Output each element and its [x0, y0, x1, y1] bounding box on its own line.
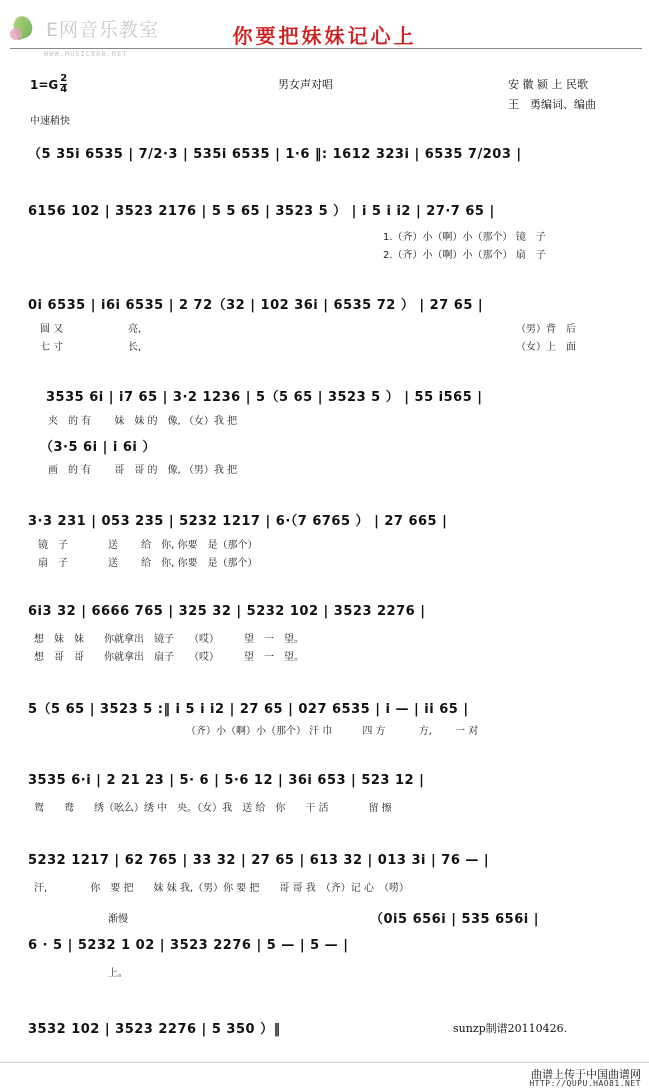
- singing-style: 男女声对唱: [278, 78, 333, 91]
- lyric-line-6-verse-1: 镜 子 送 给 你, 你要 是（那个）: [38, 540, 258, 551]
- song-title: 你要把妹妹记心上: [232, 24, 417, 48]
- time-bottom: 4: [60, 84, 68, 95]
- song-author: 王 勇编词、编曲: [508, 98, 596, 111]
- lyric-line-3c-verse-1: （男）背 后: [516, 324, 576, 335]
- footer-divider: [0, 1062, 649, 1063]
- lyric-line-5: 画 的 有 哥 哥 的 像, （男）我 把: [48, 465, 238, 476]
- lyric-line-7-verse-2: 想 哥 哥 你就拿出 扇子 （哎） 望 一 望。: [34, 652, 304, 663]
- score-line-3: 0i 6535 | i6i 6535 | 2 72（32 | 102 36i | 6535 72 ） | 27 65 |: [28, 298, 484, 313]
- key-label: 1=G: [30, 77, 59, 92]
- watermark-url: WWW.MUSIC888.NET: [44, 50, 128, 58]
- lyric-line-10: 汗, 你 要 把 妹 妹 我,（男）你 要 把 哥 哥 我 （齐）记 心 （唠）: [34, 883, 409, 894]
- tempo-cue-ritardando: 渐慢: [108, 914, 128, 925]
- score-line-7: 6i3 32 | 6666 765 | 325 32 | 5232 102 | 3523 2276 |: [28, 604, 426, 619]
- score-line-9: 3535 6·i | 2 21 23 | 5· 6 | 5·6 12 | 36i 653 | 523 12 |: [28, 773, 425, 788]
- lyric-line-9: 鸳 鸯 绣（吆么）绣 中 央。（女）我 送 给 你 干 活 留 擦: [34, 803, 392, 814]
- lyric-line-2-verse-1: 1.（齐）小（啊）小（那个） 镜 子: [383, 232, 546, 243]
- footer-site-text: 曲谱上传于中国曲谱网: [531, 1068, 641, 1081]
- lyric-line-3a-verse-2: 七 寸: [40, 342, 64, 353]
- tempo-marking: 中速稍快: [30, 116, 70, 127]
- score-line-5: （3·5 6i | i 6i ）: [40, 440, 156, 455]
- lyric-line-11: 上。: [108, 968, 128, 979]
- score-line-2: 6156 102 | 3523 2176 | 5 5 65 | 3523 5 ） | i 5 i i2 | 27·7 65 |: [28, 204, 495, 219]
- score-line-11: 6 · 5 | 5232 1 02 | 3523 2276 | 5 — | 5 — |: [28, 938, 349, 953]
- transcriber-credit: sunzp制谱20110426.: [453, 1022, 568, 1035]
- header-divider: [10, 48, 642, 49]
- score-line-12: 3532 102 | 3523 2276 | 5 350 ）‖: [28, 1022, 281, 1037]
- key-signature: [30, 74, 67, 95]
- score-line-10: 5232 1217 | 62 765 | 33 32 | 27 65 | 613 32 | 013 3i | 76 — |: [28, 853, 490, 868]
- time-signature: [60, 74, 67, 95]
- score-line-8: 5（5 65 | 3523 5 :‖ i 5 i i2 | 27 65 | 027 6535 | i — | ii 65 |: [28, 702, 469, 717]
- lyric-line-3c-verse-2: （女）上 面: [516, 342, 576, 353]
- watermark-brand: E网音乐教室: [46, 18, 160, 41]
- lyric-line-6-verse-2: 扇 子 送 给 你, 你要 是（那个）: [38, 558, 258, 569]
- lyric-line-3b-verse-2: 长,: [128, 342, 142, 353]
- footer-site-url[interactable]: HTTP://QUPU.HAO81.NET: [529, 1079, 641, 1088]
- lyric-line-4: 夹 的 有 妹 妹 的 像, （女）我 把: [48, 416, 238, 427]
- lyric-line-8: （齐）小（啊）小（那个） 汗 巾 四 方 方, 一 对: [186, 726, 479, 737]
- score-line-4: 3535 6i | i7 65 | 3·2 1236 | 5（5 65 | 3523 5 ） | 55 i565 |: [46, 390, 483, 405]
- lyric-line-3b-verse-1: 亮,: [128, 324, 142, 335]
- song-origin: 安 徽 颍 上 民歌: [508, 78, 588, 91]
- lyric-line-2-verse-2: 2.（齐）小（啊）小（那个） 扇 子: [383, 250, 546, 261]
- lyric-line-7-verse-1: 想 妹 妹 你就拿出 镜子 （哎） 望 一 望。: [34, 634, 304, 645]
- lyric-line-3a-verse-1: 圆 又: [40, 324, 64, 335]
- score-line-11-accompaniment: （0i5 656i | 535 656i |: [370, 912, 539, 927]
- time-top: 2: [60, 73, 68, 84]
- score-line-6: 3·3 231 | 053 235 | 5232 1217 | 6·（7 6765 ） | 27 665 |: [28, 514, 448, 529]
- score-line-1: （5 35i 6535 | 7/2·3 | 535i 6535 | 1·6 ‖: 1612 323i | 6535 7/203 |: [28, 147, 522, 162]
